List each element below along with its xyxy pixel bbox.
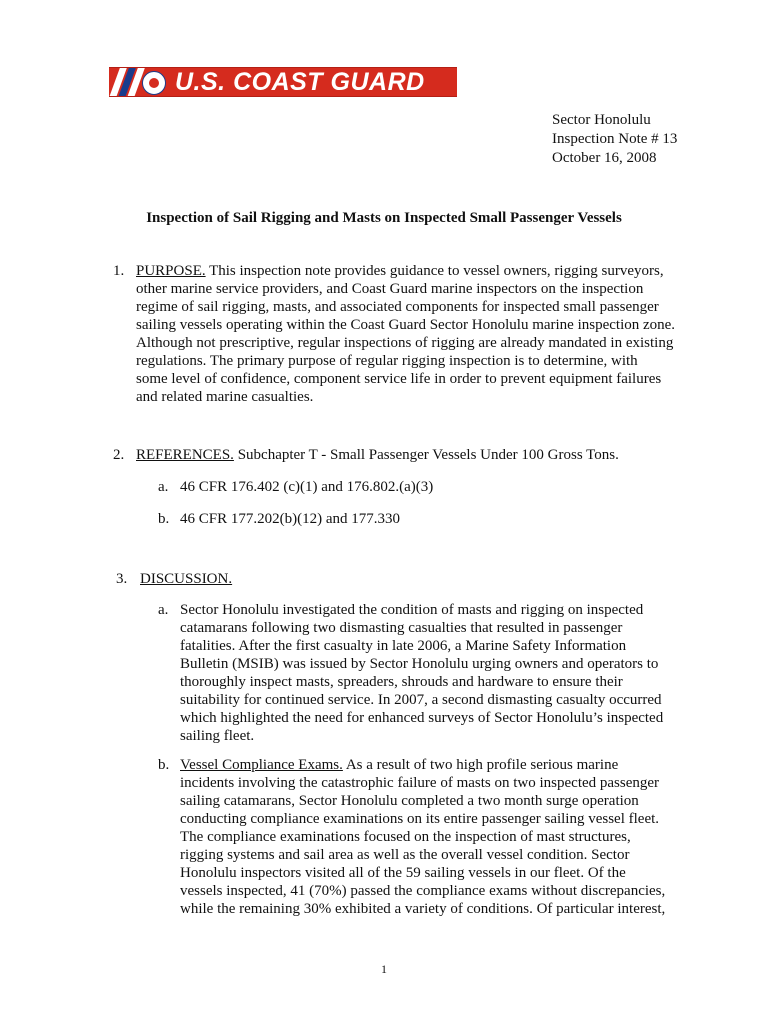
discussion-a-line: sailing fleet. (180, 728, 255, 744)
discussion-b-letter: b. (158, 757, 170, 773)
section-number: 1. (113, 263, 125, 279)
discussion-a-line: Sector Honolulu investigated the condition of masts and rigging on inspected (180, 602, 644, 618)
discussion-b-line: vessels inspected, 41 (70%) passed the compliance exams without discrepancies, (180, 883, 666, 899)
discussion-a-line: catamarans following two dismasting casualties that resulted in passenger (180, 620, 623, 636)
discussion-b-line: while the remaining 30% exhibited a variety of conditions. Of particular interest, (180, 901, 666, 917)
section-references (113, 446, 124, 464)
purpose-line: regulations. The primary purpose of regular rigging inspection is to determine, with (136, 353, 638, 369)
page-number: 1 (381, 962, 387, 976)
discussion-a-line: which highlighted the need for enhanced surveys of Sector Honolulu’s inspected (180, 710, 664, 726)
purpose-line: sailing vessels operating within the Coast Guard Sector Honolulu marine inspection zone. (136, 317, 676, 333)
purpose-line: Although not prescriptive, regular inspections of rigging are already mandated in existing (136, 335, 674, 351)
reference-item (158, 478, 168, 496)
document-title: Inspection of Sail Rigging and Masts on Inspected Small Passenger Vessels (146, 210, 622, 226)
discussion-heading-wrap (140, 570, 232, 588)
reference-item (158, 510, 169, 528)
discussion-a-line: suitability for continued service. In 2007, a second dismasting casualty occurred (180, 692, 662, 708)
discussion-b-line: The compliance examinations focused on the inspection of mast structures, (180, 829, 631, 845)
discussion-a-line: fatalities. After the first casualty in late 2006, a Marine Safety Information (180, 638, 627, 654)
section-number: 3. (116, 571, 128, 587)
purpose-line: regime of sail rigging, masts, and associated components for inspected small passenger (136, 299, 659, 315)
header-date: October 16, 2008 (552, 150, 657, 166)
discussion-b-line: conducting compliance examinations on its entire passenger sailing vessel fleet. (180, 811, 660, 827)
coast-guard-seal-icon (142, 71, 166, 95)
discussion-a-letter: a. (158, 602, 169, 618)
uscg-logo-banner (109, 67, 457, 97)
discussion-b-line: As a result of two high profile serious marine (342, 757, 619, 773)
reference-letter: b. (158, 511, 170, 527)
reference-item-text: 46 CFR 177.202(b)(12) and 177.330 (180, 511, 400, 527)
discussion-b-line: sailing catamarans, Sector Honolulu completed a two month surge operation (180, 793, 639, 809)
discussion-b-line: Honolulu inspectors visited all of the 59 sailing vessels in our fleet. Of the (180, 865, 626, 881)
reference-letter: a. (158, 479, 169, 495)
purpose-line: some level of confidence, component service life in order to prevent equipment failures (136, 371, 662, 387)
purpose-line: other marine service providers, and Coast Guard marine inspectors on the inspection (136, 281, 644, 297)
purpose-line: This inspection note provides guidance to vessel owners, rigging surveyors, (205, 263, 664, 279)
purpose-body (136, 262, 675, 406)
discussion-b-line: rigging systems and sail area as well as the overall vessel condition. Sector (180, 847, 630, 863)
header-note-number: Inspection Note # 13 (552, 131, 678, 147)
discussion-b-body (180, 756, 665, 918)
discussion-b-line: incidents involving the catastrophic failure of masts on two inspected passenger (180, 775, 660, 791)
logo-text: U.S. COAST GUARD (175, 68, 425, 96)
references-heading: REFERENCES. (136, 447, 234, 463)
discussion-a-body (180, 601, 663, 745)
section-number: 2. (113, 447, 125, 463)
references-text: Subchapter T - Small Passenger Vessels Under 100 Gross Tons. (233, 447, 619, 463)
header-block (552, 111, 677, 168)
section-discussion (116, 570, 127, 588)
purpose-line: and related marine casualties. (136, 389, 314, 405)
discussion-a-line: thoroughly inspect masts, spreaders, shrouds and hardware to ensure their (180, 674, 623, 690)
discussion-b-heading: Vessel Compliance Exams. (180, 757, 343, 773)
purpose-heading: PURPOSE. (136, 263, 206, 279)
reference-item-text: 46 CFR 176.402 (c)(1) and 176.802.(a)(3) (180, 479, 434, 495)
references-body (136, 446, 619, 464)
header-office: Sector Honolulu (552, 112, 651, 128)
discussion-a-line: Bulletin (MSIB) was issued by Sector Honolulu urging owners and operators to (180, 656, 659, 672)
discussion-heading: DISCUSSION. (140, 571, 233, 587)
